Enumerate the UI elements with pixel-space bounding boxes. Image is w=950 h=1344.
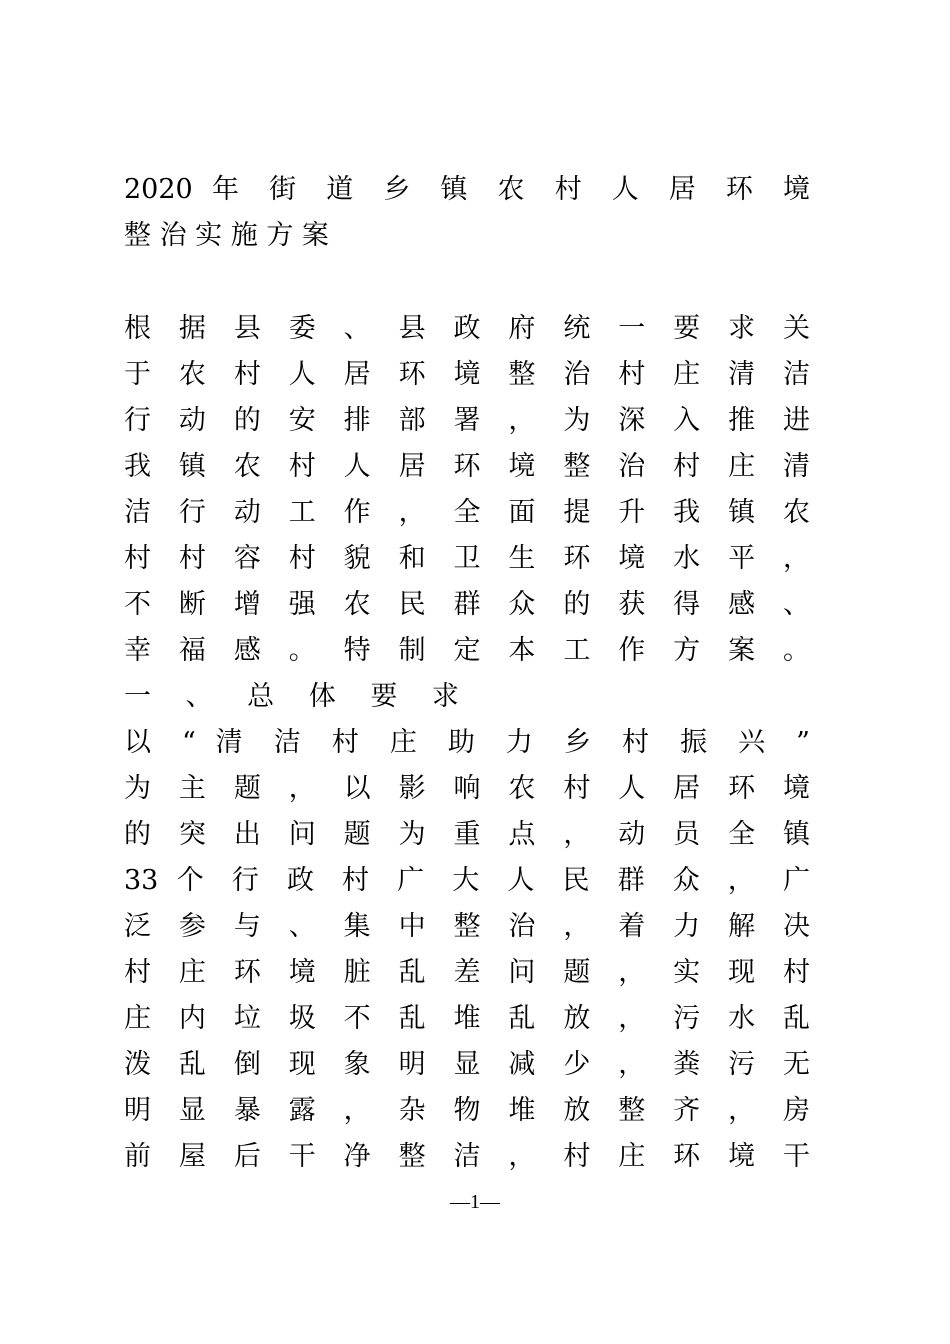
body-line: 于 农 村 人 居 环 境 整 治 村 庄 清 洁 — [124, 359, 810, 390]
document-title-line-1: 2020 年 街 道 乡 镇 农 村 人 居 环 境 — [124, 174, 810, 205]
body-line: 泛 参 与 、 集 中 整 治 ， 着 力 解 决 — [124, 911, 810, 942]
body-line: 泼 乱 倒 现 象 明 显 减 少 ， 粪 污 无 — [124, 1049, 810, 1080]
body-line: 我 镇 农 村 人 居 环 境 整 治 村 庄 清 — [124, 451, 810, 482]
body-line: 行 动 的 安 排 部 署 ， 为 深 入 推 进 — [124, 405, 810, 436]
document-title-line-2: 整 治 实 施 方 案 — [124, 220, 329, 251]
body-line: 根 据 县 委 、 县 政 府 统 一 要 求 关 — [124, 313, 810, 344]
body-line: 村 庄 环 境 脏 乱 差 问 题 ， 实 现 村 — [124, 957, 810, 988]
body-line: 庄 内 垃 圾 不 乱 堆 乱 放 ， 污 水 乱 — [124, 1003, 810, 1034]
section-heading: 一 、 总 体 要 求 — [124, 681, 459, 712]
body-line: 前 屋 后 干 净 整 洁 ， 村 庄 环 境 干 — [124, 1141, 810, 1172]
page-number: —1— — [450, 1191, 500, 1213]
body-line: 为 主 题 ， 以 影 响 农 村 人 居 环 境 — [124, 773, 810, 804]
body-line: 的 突 出 问 题 为 重 点 ， 动 员 全 镇 — [124, 819, 810, 850]
body-line: 不 断 增 强 农 民 群 众 的 获 得 感 、 — [124, 589, 810, 620]
body-line: 幸 福 感 。 特 制 定 本 工 作 方 案 。 — [124, 635, 810, 666]
body-line: 村 村 容 村 貌 和 卫 生 环 境 水 平 ， — [124, 543, 810, 574]
body-line: 33 个 行 政 村 广 大 人 民 群 众 ， 广 — [124, 865, 810, 896]
body-line: 洁 行 动 工 作 ， 全 面 提 升 我 镇 农 — [124, 497, 810, 528]
body-line: 以 “ 清 洁 村 庄 助 力 乡 村 振 兴 ” — [124, 727, 810, 758]
body-line: 明 显 暴 露 ， 杂 物 堆 放 整 齐 ， 房 — [124, 1095, 810, 1126]
